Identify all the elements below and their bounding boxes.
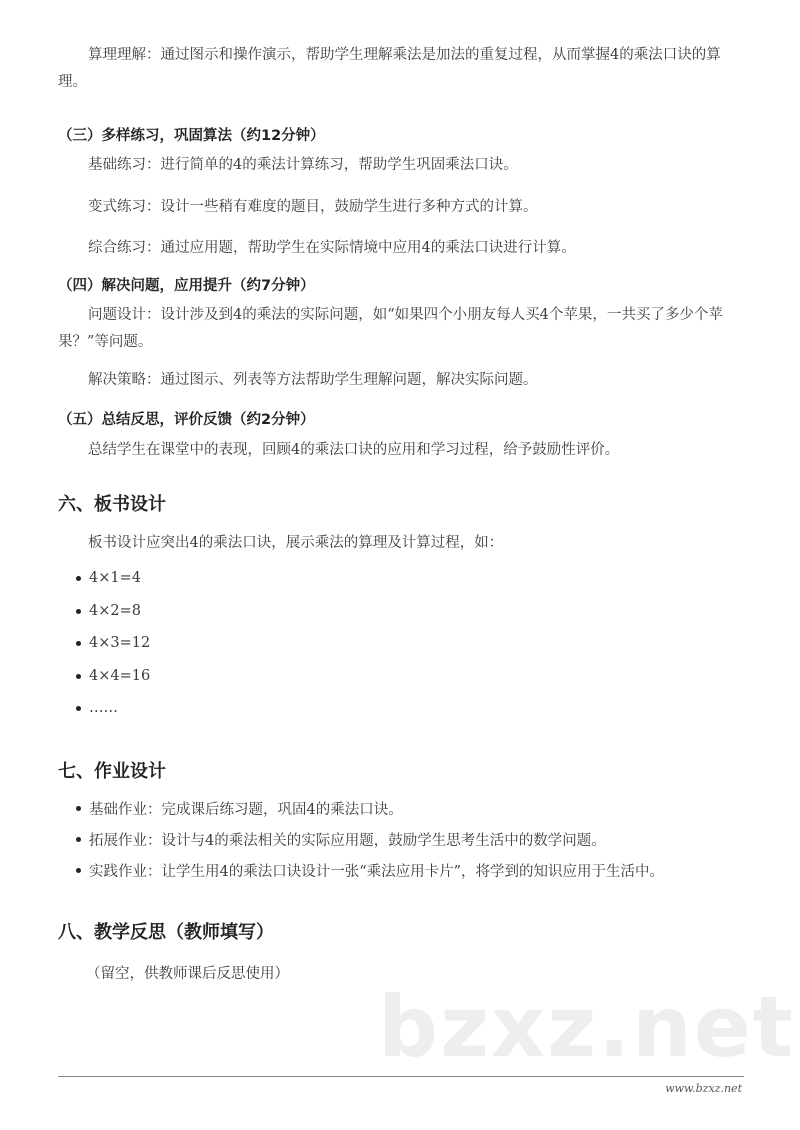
list-item: 4×4=16	[76, 668, 150, 684]
bullet-icon	[76, 837, 81, 842]
paragraph-variant-practice: 变式练习：设计一些稍有难度的题目，鼓励学生进行多种方式的计算。	[88, 199, 538, 215]
paragraph-solution-strategy: 解决策略：通过图示、列表等方法帮助学生理解问题，解决实际问题。	[88, 372, 538, 388]
list-item: ……	[76, 700, 118, 716]
bullet-icon	[76, 576, 81, 581]
bullet-icon	[76, 868, 81, 873]
heading-board-design: 六、板书设计	[58, 494, 166, 515]
subheading-part4: （四）解决问题，应用提升（约7分钟）	[58, 278, 315, 294]
list-item: 4×1=4	[76, 570, 141, 586]
footer-url: www.bzxz.net	[665, 1082, 742, 1095]
paragraph-board-intro: 板书设计应突出4的乘法口诀，展示乘法的算理及计算过程，如：	[88, 535, 504, 551]
subheading-part5: （五）总结反思，评价反馈（约2分钟）	[58, 412, 315, 428]
paragraph-suanli: 算理理解：通过图示和操作演示，帮助学生理解乘法是加法的重复过程，从而掌握4的乘法口诀的算理。	[58, 47, 721, 90]
bullet-icon	[76, 609, 81, 614]
subheading-part3: （三）多样练习，巩固算法（约12分钟）	[58, 128, 325, 144]
bullet-icon	[76, 641, 81, 646]
bullet-icon	[76, 806, 81, 811]
heading-teaching-reflection: 八、教学反思（教师填写）	[58, 922, 274, 943]
paragraph-summary: 总结学生在课堂中的表现，回顾4的乘法口诀的应用和学习过程，给予鼓励性评价。	[88, 442, 620, 458]
list-item: 拓展作业：设计与4的乘法相关的实际应用题，鼓励学生思考生活中的数学问题。	[76, 829, 606, 850]
list-item: 4×3=12	[76, 635, 150, 651]
list-item: 实践作业：让学生用4的乘法口诀设计一张“乘法应用卡片”，将学到的知识应用于生活中。	[76, 860, 664, 881]
bullet-icon	[76, 674, 81, 679]
list-item: 4×2=8	[76, 603, 141, 619]
heading-homework-design: 七、作业设计	[58, 761, 166, 782]
paragraph-basic-practice: 基础练习：进行简单的4的乘法计算练习，帮助学生巩固乘法口诀。	[88, 157, 518, 173]
reflection-note: （留空，供教师课后反思使用）	[86, 966, 289, 982]
footer-divider	[58, 1076, 744, 1077]
paragraph-comprehensive-practice: 综合练习：通过应用题，帮助学生在实际情境中应用4的乘法口诀进行计算。	[88, 240, 576, 256]
list-item: 基础作业：完成课后练习题，巩固4的乘法口诀。	[76, 798, 403, 819]
paragraph-problem-design: 问题设计：设计涉及到4的乘法的实际问题，如“如果四个小朋友每人买4个苹果，一共买了多少个苹果？”等问题。	[58, 307, 723, 350]
bullet-icon	[76, 706, 81, 711]
watermark: bzxz.net	[378, 978, 795, 1076]
